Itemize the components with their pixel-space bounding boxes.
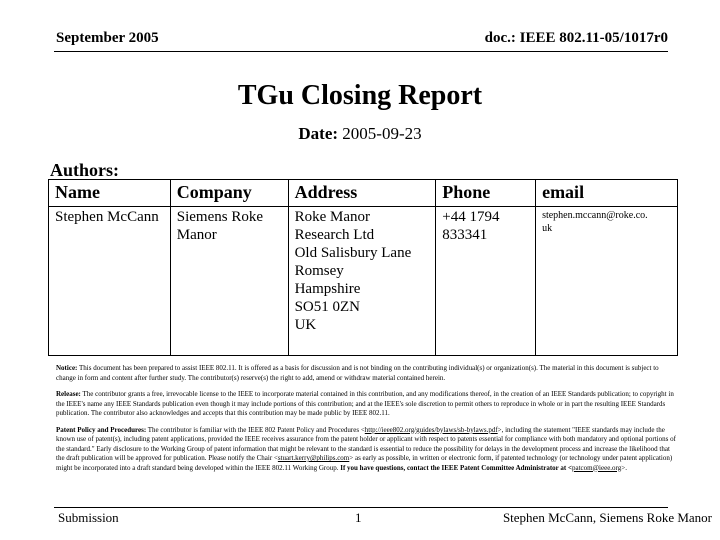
author-company: [170, 207, 288, 356]
patent-text: >, including the statement "IEEE standards may include the known use of patent(s), including patent applications, provided the IEEE receives assurance from the patent holder or applicant with respect to patents essential for compliance with both mandatory and optional portions of the standard." Early disclosure to the Working Group of patent information that might be relevant to the standard is essential to reduce the possibility for delays in the development process and increase the likelihood that the draft publication will be approved for publication. Please notify the Chair <: [56, 425, 676, 462]
col-header-address: Address: [288, 180, 436, 207]
slide-title: TGu Closing Report: [237, 80, 483, 111]
address-line: Old Salisbury Lane: [294, 245, 412, 261]
footer-author: Stephen McCann, Siemens Roke Manor: [502, 510, 712, 525]
address-line: Romsey: [294, 263, 344, 279]
release-paragraph: [56, 390, 676, 419]
phone-line: +44 1794: [442, 209, 500, 225]
authors-table: [48, 179, 678, 356]
address-line: Roke Manor: [294, 209, 370, 225]
notice-text: This document has been prepared to assist IEEE 802.11. It is offered as a basis for discussion and is not binding on the contributing individual(s) or organization(s). The material in this document is subject to change in form and content after further study. The contributor(s) reserve(s) the right to add, amend or withdraw material contained herein.: [56, 364, 659, 382]
author-name: Stephen McCann: [49, 207, 171, 356]
admin-email-link[interactable]: patcom@ieee.org: [571, 463, 622, 472]
company-line: Siemens Roke: [176, 209, 263, 225]
header-doc-id: doc.: IEEE 802.11-05/1017r0: [484, 30, 668, 46]
patent-text: > as early as possible, in written or electronic form, if patented technology (or technology under patent application) might be incorporated into a draft standard being developed within the IEEE 802.11 Working Group.: [56, 454, 673, 472]
notice-block: [56, 364, 676, 480]
date-label: Date:: [298, 124, 339, 143]
date-line: [0, 124, 720, 144]
date-value: 2005-09-23: [342, 124, 422, 143]
patent-text: The contributor is familiar with the IEEE 802 Patent Policy and Procedures <: [147, 425, 365, 434]
author-address: [288, 207, 436, 356]
release-label: Release:: [56, 390, 81, 398]
author-email: [536, 207, 678, 356]
col-header-company: Company: [170, 180, 288, 207]
authors-label: Authors:: [50, 160, 120, 180]
address-line: Research Ltd: [294, 227, 375, 243]
footer-page-number: 1: [355, 510, 362, 525]
email-line: uk: [542, 223, 553, 234]
authors-header-row: [49, 180, 678, 207]
header-date: September 2005: [56, 30, 159, 46]
notice-paragraph: [56, 364, 676, 383]
address-line: Hampshire: [294, 281, 361, 297]
footer-rule: [54, 507, 668, 508]
patent-paragraph: [56, 426, 676, 474]
address-line: SO51 0ZN: [294, 299, 361, 315]
patent-contact-text: If you have questions, contact the IEEE Patent Committee Administrator at <: [340, 463, 572, 472]
patent-label: Patent Policy and Procedures:: [56, 425, 147, 434]
release-text: The contributor grants a free, irrevocable license to the IEEE to incorporate material contained in this contribution, and any modifications thereof, in the creation of an IEEE Standards publication; to copyright in the IEEE's name any IEEE Standards publication even though it may include portions of this contribution; and at the IEEE's sole discretion to permit others to reproduce in whole or in part the resulting IEEE Standards publication. The contributor also acknowledges and accepts that this contribution may be made public by IEEE 802.11.: [56, 390, 674, 417]
patent-policy-link[interactable]: http://ieee802.org/guides/bylaws/sb-bylaws.pdf: [364, 425, 498, 434]
phone-line: 833341: [442, 227, 488, 243]
footer-submission: Submission: [58, 510, 119, 525]
notice-label: Notice:: [56, 364, 78, 372]
chair-email-link[interactable]: stuart.kerry@philips.com: [277, 454, 350, 462]
email-line: stephen.mccann@roke.co.: [542, 210, 648, 221]
col-header-name: Name: [49, 180, 171, 207]
table-row: [49, 207, 678, 356]
address-line: UK: [294, 317, 317, 333]
company-line: Manor: [176, 227, 217, 243]
header-rule: [54, 51, 668, 52]
author-phone: [436, 207, 536, 356]
col-header-phone: Phone: [436, 180, 536, 207]
col-header-email: email: [536, 180, 678, 207]
patent-text: >.: [621, 463, 627, 472]
